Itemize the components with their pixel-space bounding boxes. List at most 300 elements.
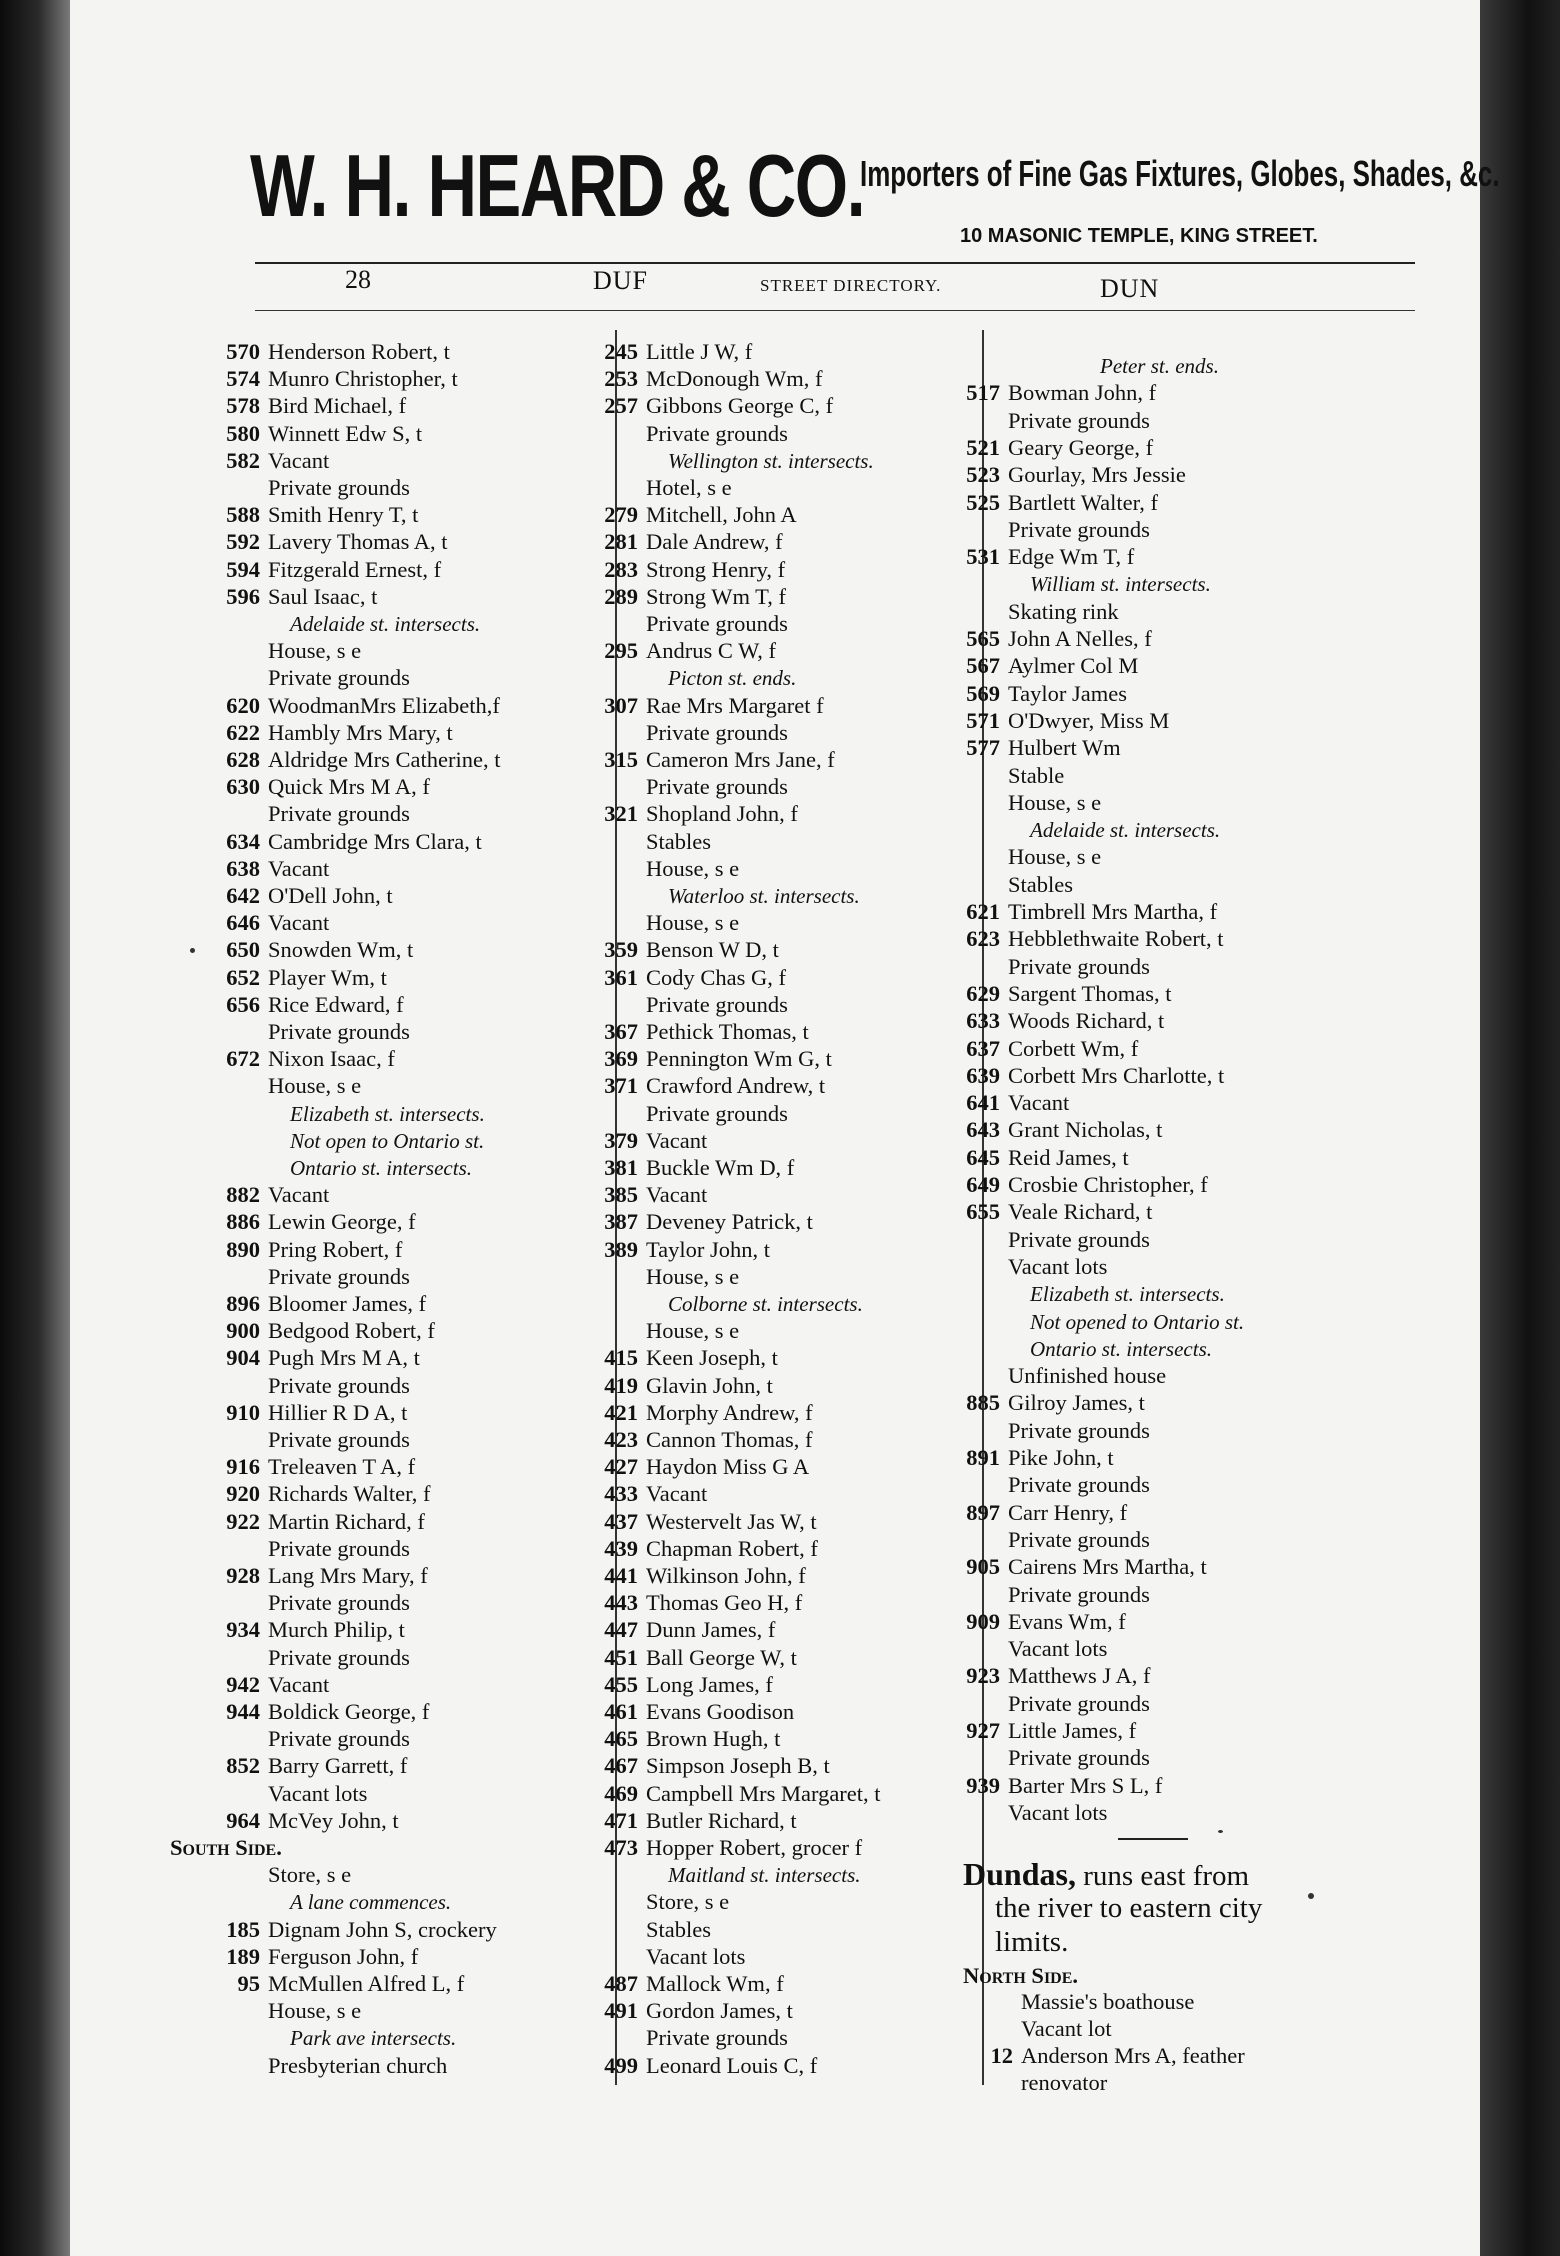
directory-entry [588,1100,788,1128]
entry-text: Pugh Mrs M A, t [268,1345,420,1371]
house-number: 369 [604,1046,638,1072]
directory-entry [950,1744,1150,1772]
house-number: 461 [604,1699,638,1724]
entry-text: Treleaven T A, f [268,1454,416,1480]
entry-text: Hulbert Wm [1008,735,1121,761]
house-number: 886 [226,1209,260,1235]
house-number: 923 [966,1663,1000,1689]
house-number: 567 [966,653,1000,679]
house-number: 649 [966,1172,1000,1197]
entry-text: Vacant [646,1481,708,1507]
directory-entry [950,1116,1162,1144]
entry-text: Hambly Mrs Mary, t [268,719,453,745]
directory-entry [588,1399,813,1427]
directory-entry [210,1535,410,1563]
directory-entry [588,1535,818,1563]
house-number: 499 [604,2052,638,2078]
house-number: 441 [604,1563,638,1588]
entry-text: Vacant [268,910,330,936]
intersection-note [290,1888,451,1916]
entry-text: Campbell Mrs Margaret, t [646,1780,881,1806]
entry-text: Lewin George, f [268,1209,416,1235]
directory-entry [950,1608,1126,1636]
house-number: 525 [966,489,1000,515]
house-number: 531 [966,544,1000,570]
house-number: 890 [226,1236,260,1262]
house-number: 469 [604,1780,638,1806]
entry-text: House, s e [268,638,362,664]
entry-text: Westervelt Jas W, t [646,1508,817,1534]
directory-entry [210,637,361,665]
entry-text: Andrus C W, f [646,638,777,664]
entry-text: Sargent Thomas, t [1008,980,1172,1006]
house-number: 295 [604,638,638,664]
directory-entry [588,855,739,883]
advertisement-banner [250,135,1500,247]
entry-text: Deveney Patrick, t [646,1209,813,1235]
house-number: 471 [604,1807,638,1833]
entry-text: Boldick George, f [268,1699,430,1724]
house-number: 361 [604,964,638,990]
entry-text: House, s e [646,910,740,936]
house-number: 570 [226,339,260,364]
entry-text: Munro Christopher, t [268,366,458,392]
directory-entry [588,474,732,502]
entry-text: renovator [1021,2070,1108,2095]
directory-entry [950,1444,1114,1472]
house-number: 628 [226,747,260,772]
house-number: 642 [226,883,260,908]
directory-entry [588,1589,802,1617]
directory-entry [950,953,1150,981]
house-number: 359 [604,937,638,963]
directory-entry [950,980,1172,1008]
entry-text: Cairens Mrs Martha, t [1008,1554,1207,1580]
entry-text: O'Dwyer, Miss M [1008,707,1170,733]
entry-text: Private grounds [268,1726,410,1752]
entry-text: McDonough Wm, f [646,366,823,392]
directory-entry [210,583,377,611]
directory-entry [963,2015,1112,2043]
entry-text: Private grounds [268,1019,410,1044]
directory-entry [950,843,1101,871]
entry-text: Simpson Joseph B, t [646,1753,830,1779]
entry-text: Murch Philip, t [268,1617,405,1643]
entry-text: Adelaide st. intersects. [1030,818,1221,843]
directory-entry [588,338,752,366]
entry-text: Hotel, s e [646,475,732,500]
entry-text: Vacant lots [646,1943,746,1969]
directory-entry [950,461,1186,489]
house-number: 942 [226,1671,260,1697]
directory-entry [210,1698,429,1726]
entry-text: Reid James, t [1008,1144,1129,1170]
house-number: 897 [966,1499,1000,1525]
advertiser-name: W. H. HEARD & CO. [250,136,865,235]
side-heading: North Side. [963,1963,1079,1988]
entry-text: Edge Wm T, f [1008,544,1135,570]
directory-entry [950,1362,1166,1390]
header-rule [255,262,1415,264]
right-headword: DUN [1100,274,1160,303]
directory-entry [210,1453,415,1481]
scan-right-edge [1480,0,1560,2256]
directory-entry [588,991,788,1019]
directory-entry [950,598,1119,626]
entry-text: Woods Richard, t [1008,1008,1165,1034]
house-number: 423 [604,1427,638,1452]
intersection-note [668,447,874,475]
entry-text: Maitland st. intersects. [668,1863,861,1888]
house-number: 415 [604,1345,638,1371]
house-number: 491 [604,1998,638,2024]
house-number: 629 [966,980,1000,1006]
entry-text: Little James, f [1008,1718,1137,1743]
directory-entry [210,800,410,828]
house-number: 655 [966,1199,1000,1225]
entry-text: Gordon James, t [646,1998,793,2024]
directory-entry [950,762,1064,790]
directory-entry [588,1236,770,1264]
entry-text: Mitchell, John A [646,502,797,528]
entry-text: Chapman Robert, f [646,1535,818,1561]
entry-text: McMullen Alfred L, f [268,1971,465,1996]
entry-text: Cameron Mrs Jane, f [646,747,835,772]
directory-entry [588,1426,812,1454]
entry-text: Ontario st. intersects. [290,1156,472,1180]
intersection-note [1030,1335,1212,1363]
entry-text: Private grounds [646,420,788,446]
entry-text: Corbett Wm, f [1008,1035,1139,1061]
house-number: 439 [604,1535,638,1561]
directory-entry [210,1725,410,1753]
directory-entry [210,1236,402,1264]
directory-entry [950,1198,1152,1226]
directory-entry [963,1988,1194,2016]
entry-text: Pike John, t [1008,1445,1114,1470]
house-number: 592 [226,529,260,555]
house-number: 521 [966,434,1000,460]
directory-entry [588,1127,707,1155]
directory-entry [210,1399,407,1427]
directory-entry [588,1562,806,1590]
entry-text: Long James, f [646,1671,773,1697]
house-number: 571 [966,707,1000,733]
entry-text: Private grounds [268,1263,410,1289]
entry-text: House, s e [268,1073,362,1099]
directory-entry [950,1035,1138,1063]
directory-entry [210,664,410,692]
house-number: 909 [966,1608,1000,1634]
house-number: 487 [604,1971,638,1996]
house-number: 672 [226,1046,260,1072]
directory-entry [950,707,1169,735]
entry-text: Gibbons George C, f [646,393,834,419]
advertiser-tagline: Importers of Fine Gas Fixtures, Globes, Shades, &c. [860,153,1500,194]
directory-entry [950,1662,1151,1690]
entry-text: Aylmer Col M [1008,653,1139,679]
entry-text: Cannon Thomas, f [646,1427,813,1452]
directory-entry [588,1834,862,1862]
house-number: 622 [226,719,260,745]
directory-entry [210,447,329,475]
house-number: 905 [966,1554,1000,1580]
directory-entry [963,2069,1107,2097]
directory-entry [210,474,410,502]
entry-text: Private grounds [1008,1472,1150,1498]
entry-text: Vacant [1008,1090,1070,1116]
entry-text: House, s e [646,855,740,881]
house-number: 443 [604,1590,638,1616]
directory-entry [588,637,776,665]
house-number: 652 [226,964,260,990]
entry-text: Private grounds [646,2025,788,2051]
directory-entry [950,489,1158,517]
entry-text: Gourlay, Mrs Jessie [1008,462,1186,488]
directory-entry [210,1508,425,1536]
entry-text: Hillier R D A, t [268,1399,408,1425]
entry-text: House, s e [268,1998,362,2024]
print-speck [1218,1830,1223,1833]
directory-entry [950,680,1127,708]
house-number: 620 [226,692,260,718]
entry-text: Private grounds [268,665,410,691]
house-number: 927 [966,1718,1000,1743]
directory-entry [588,1018,809,1046]
directory-entry [588,392,833,420]
directory-entry [588,746,835,774]
entry-text: Smith Henry T, t [268,502,419,528]
directory-entry [588,2052,817,2080]
house-number: 582 [226,447,260,473]
directory-entry [210,420,422,448]
entry-text: Private grounds [1008,407,1150,433]
directory-entry [588,1263,739,1291]
house-number: 467 [604,1753,638,1779]
intersection-note [668,1861,861,1889]
entry-text: Vacant lot [1021,2016,1112,2041]
directory-entry [588,2024,788,2052]
house-number: 381 [604,1155,638,1180]
house-number: 944 [226,1699,260,1724]
entry-text: Haydon Miss G A [646,1454,810,1480]
entry-text: Skating rink [1008,598,1119,624]
house-number: 12 [990,2043,1013,2068]
entry-text: Saul Isaac, t [268,583,378,609]
header-underline [255,310,1415,311]
directory-entry [950,1581,1150,1609]
directory-entry [950,434,1153,462]
directory-entry [588,1698,794,1726]
house-number: 523 [966,462,1000,488]
directory-entry [210,1616,405,1644]
entry-text: Brown Hugh, t [646,1726,781,1752]
entry-text: Hebblethwaite Robert, t [1008,926,1224,952]
entry-text: Winnett Edw S, t [268,420,423,446]
entry-text: Barter Mrs S L, f [1008,1772,1163,1798]
advertiser-address: 10 MASONIC TEMPLE, KING STREET. [960,225,1318,247]
directory-entry [950,516,1150,544]
entry-text: Private grounds [1008,1526,1150,1552]
entry-text: Stables [1008,871,1073,897]
directory-entry [588,1181,707,1209]
directory-entry [950,1417,1150,1445]
entry-text: Cody Chas G, f [646,964,786,990]
directory-entry [210,1072,361,1100]
entry-text: A lane commences. [290,1890,452,1915]
street-description-line: the river to eastern city [995,1892,1263,1924]
directory-entry [950,625,1152,653]
entry-text: Morphy Andrew, f [646,1399,813,1425]
directory-entry [588,1508,817,1536]
intersection-note [290,1154,472,1182]
entry-text: Vacant [268,1182,330,1208]
directory-entry [210,2052,447,2080]
directory-entry [210,528,448,556]
entry-text: Leonard Louis C, f [646,2052,818,2078]
directory-entry [210,909,329,937]
entry-text: Private grounds [1008,1417,1150,1443]
house-number: 437 [604,1508,638,1534]
house-number: 621 [966,899,1000,924]
directory-entry [588,1807,797,1835]
directory-entry [950,379,1156,407]
directory-entry [950,1144,1129,1172]
directory-entry [210,828,482,856]
house-number: 900 [226,1318,260,1344]
directory-entry [588,1372,773,1400]
house-number: 934 [226,1617,260,1643]
house-number: 427 [604,1454,638,1480]
directory-page [70,0,1500,2256]
directory-entry [210,1861,351,1889]
house-number: 630 [226,774,260,800]
directory-entry [588,1644,797,1672]
house-number: 639 [966,1062,1000,1088]
entry-text: Butler Richard, t [646,1807,797,1833]
directory-entry [950,1471,1150,1499]
entry-text: Rae Mrs Margaret f [646,692,824,718]
directory-entry [950,1553,1207,1581]
entry-text: Lang Mrs Mary, f [268,1563,428,1588]
house-number: 565 [966,626,1000,651]
entry-text: Colborne st. intersects. [668,1292,863,1316]
directory-entry [210,1290,426,1318]
house-number: 455 [604,1671,638,1697]
entry-text: Crawford Andrew, t [646,1073,826,1099]
entry-text: Nixon Isaac, f [268,1046,395,1072]
entry-text: Henderson Robert, t [268,339,450,364]
directory-entry [588,1780,881,1808]
entry-text: Timbrell Mrs Martha, f [1008,899,1218,924]
entry-text: Vacant [268,855,330,881]
directory-entry [588,556,785,584]
house-number: 896 [226,1291,260,1316]
entry-text: McVey John, t [268,1807,399,1833]
entry-text: Pethick Thomas, t [646,1019,809,1044]
directory-entry [588,936,779,964]
directory-entry [950,1062,1224,1090]
entry-text: Taylor John, t [646,1236,771,1262]
house-number: 379 [604,1127,638,1153]
entry-text: Corbett Mrs Charlotte, t [1008,1062,1225,1088]
house-number: 517 [966,380,1000,406]
intersection-note [290,2024,456,2052]
directory-entry [950,1007,1164,1035]
house-number: 882 [226,1182,260,1208]
entry-text: Snowden Wm, t [268,937,414,963]
directory-entry [588,909,739,937]
entry-text: Park ave intersects. [290,2026,457,2051]
house-number: 588 [226,502,260,528]
house-number: 916 [226,1454,260,1480]
entry-text: Stables [646,828,711,854]
house-number: 646 [226,910,260,936]
entry-text: Buckle Wm D, f [646,1155,795,1180]
directory-entry [210,365,458,393]
entry-text: Taylor James [1008,680,1128,706]
directory-entry [950,789,1101,817]
house-number: 922 [226,1508,260,1534]
directory-entry [588,1453,809,1481]
house-number: 321 [604,801,638,827]
directory-entry [210,1943,418,1971]
entry-text: Vacant [646,1182,708,1208]
entry-text: Geary George, f [1008,434,1154,460]
entry-text: Elizabeth st. intersects. [290,1101,485,1126]
entry-text: Veale Richard, t [1008,1199,1153,1225]
directory-entry [588,610,788,638]
directory-entry [210,1644,410,1672]
directory-entry [210,1807,399,1835]
house-number: 939 [966,1772,1000,1798]
entry-text: Private grounds [268,1427,410,1452]
entry-text: Private grounds [646,611,788,636]
directory-entry [950,898,1217,926]
directory-entry [588,501,797,529]
entry-text: Elizabeth st. intersects. [1030,1282,1225,1307]
directory-entry [210,773,430,801]
intersection-note [668,664,796,692]
entry-text: Private grounds [268,1644,410,1670]
directory-entry [950,734,1121,762]
directory-entry [950,1690,1150,1718]
street-heading [963,1858,1249,1892]
entry-text: Private grounds [268,801,410,827]
directory-entry [210,1780,367,1808]
directory-entry [588,692,824,720]
directory-entry [950,1253,1107,1281]
house-number: 447 [604,1617,638,1643]
entry-text: Picton st. ends. [668,666,797,691]
entry-text: Peter st. ends. [1100,354,1219,378]
directory-entry [588,1208,813,1236]
house-number: 421 [604,1399,638,1425]
entry-text: Private grounds [268,1535,410,1561]
directory-entry [588,719,788,747]
directory-entry [950,652,1138,680]
entry-text: Wellington st. intersects. [668,448,874,473]
entry-text: Dunn James, f [646,1617,776,1643]
entry-text: Ferguson John, f [268,1943,419,1969]
entry-text: Martin Richard, f [268,1508,425,1534]
entry-text: Glavin John, t [646,1372,773,1398]
entry-text: Private grounds [1008,1226,1150,1252]
house-number: 283 [604,556,638,582]
intersection-note [668,1290,863,1318]
directory-entry [210,1045,395,1073]
directory-entry [588,1045,832,1073]
